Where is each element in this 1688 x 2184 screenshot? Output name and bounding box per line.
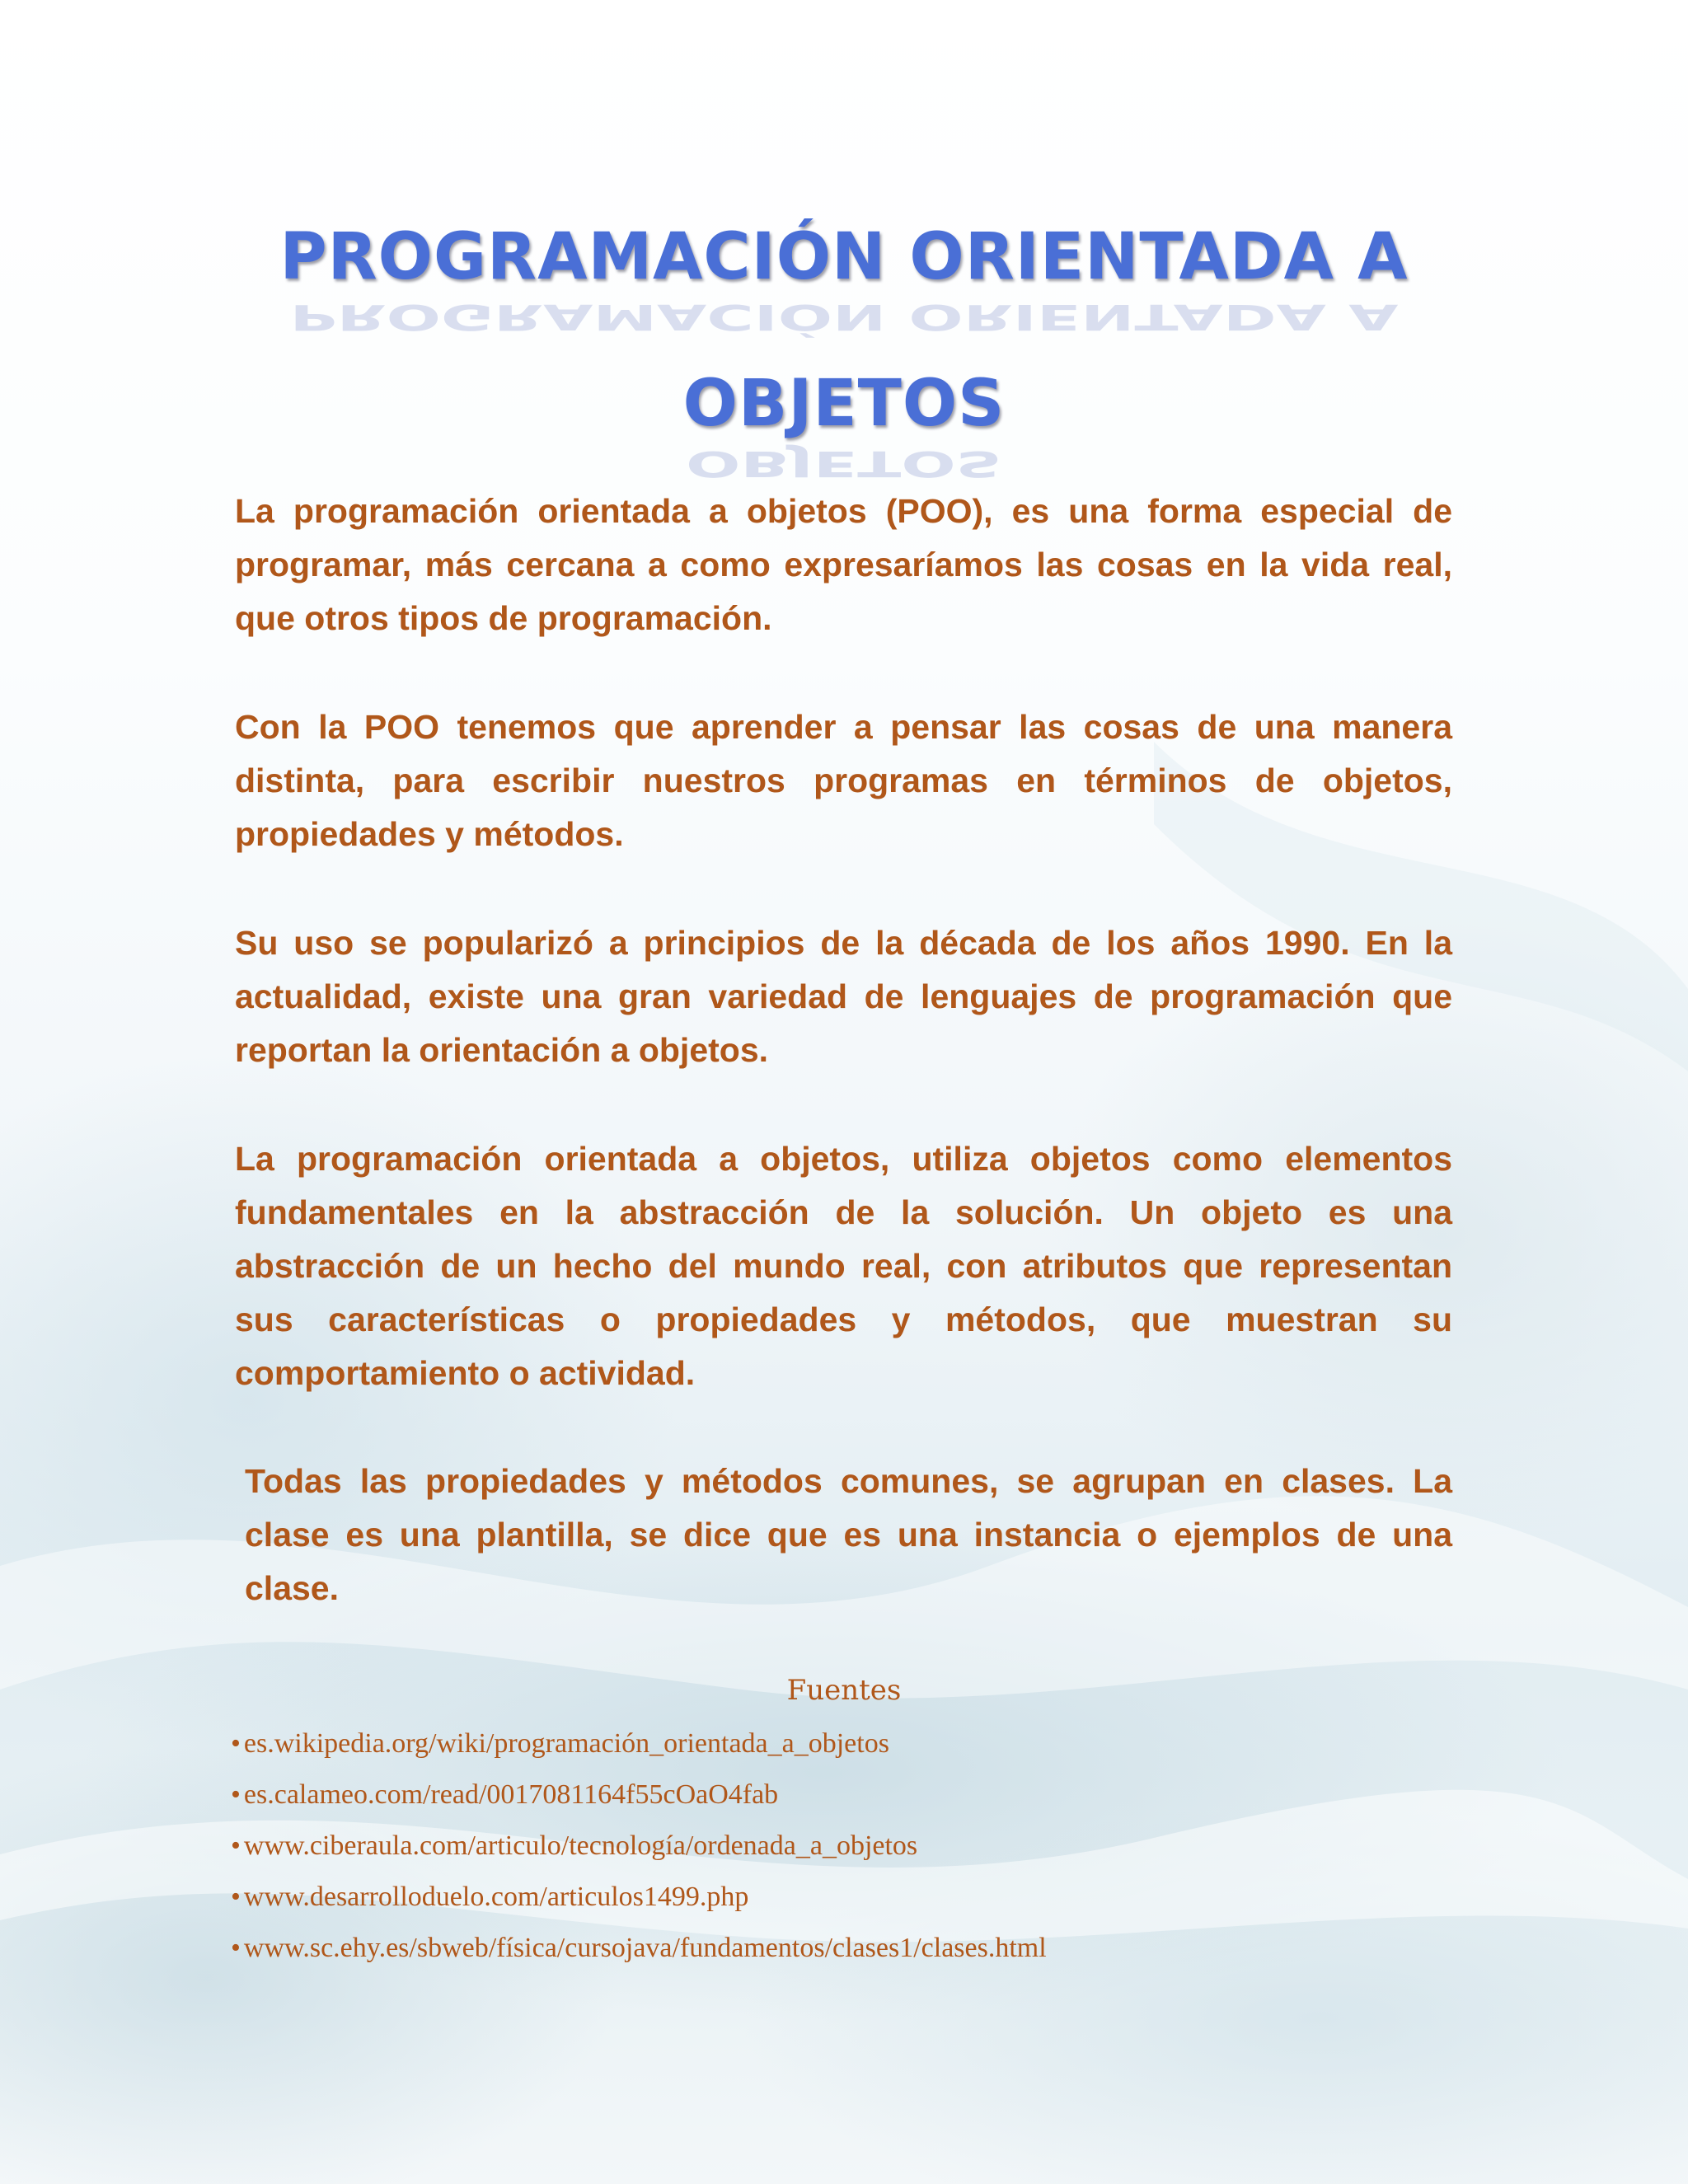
paragraph-history: Su uso se popularizó a principios de la década de los años 1990. En la actualidad, existe una gran variedad de lenguajes de programación que reportan la orientación a objetos. — [235, 924, 1452, 1069]
sources-list — [231, 1718, 1550, 1974]
source-item: • www.desarrolloduelo.com/articulos1499.php — [231, 1872, 1550, 1923]
page-title-line-2: OBJETOS — [682, 367, 1006, 441]
sources-heading: Fuentes — [786, 1674, 902, 1707]
source-item: • www.sc.ehy.es/sbweb/física/cursojava/fundamentos/clases1/clases.html — [231, 1923, 1550, 1974]
page-title-reflection-1: PROGRAMACIÓN ORIENTADA A — [289, 296, 1399, 338]
paragraph-thinking: Con la POO tenemos que aprender a pensar las cosas de una manera distinta, para escribir nuestros programas en términos de objetos, propiedades y métodos. — [235, 708, 1452, 853]
paragraph-objects: La programación orientada a objetos, utiliza objetos como elementos fundamentales en la abstracción de la solución. Un objeto es una abstracción de un hecho del mundo real, con atributos que representan sus características o propiedades y métodos, que muestran su comportamiento o actividad. — [235, 1140, 1452, 1392]
page-title-line-1: PROGRAMACIÓN ORIENTADA A — [279, 220, 1409, 294]
paragraph-intro: La programación orientada a objetos (POO), es una forma especial de programar, más cercana a como expresaríamos las cosas en la vida real, que otros tipos de programación. — [235, 492, 1452, 637]
source-item: • es.wikipedia.org/wiki/programación_orientada_a_objetos — [231, 1718, 1550, 1769]
source-item: • es.calameo.com/read/0017081164f55cOaO4fab — [231, 1769, 1550, 1821]
page-title-reflection-2: OBJETOS — [686, 443, 1002, 485]
source-item: • www.ciberaula.com/articulo/tecnología/ordenada_a_objetos — [231, 1821, 1550, 1872]
paragraph-classes: Todas las propiedades y métodos comunes, se agrupan en clases. La clase es una plantilla, se dice que es una instancia o ejemplos de una clase. — [245, 1462, 1452, 1607]
